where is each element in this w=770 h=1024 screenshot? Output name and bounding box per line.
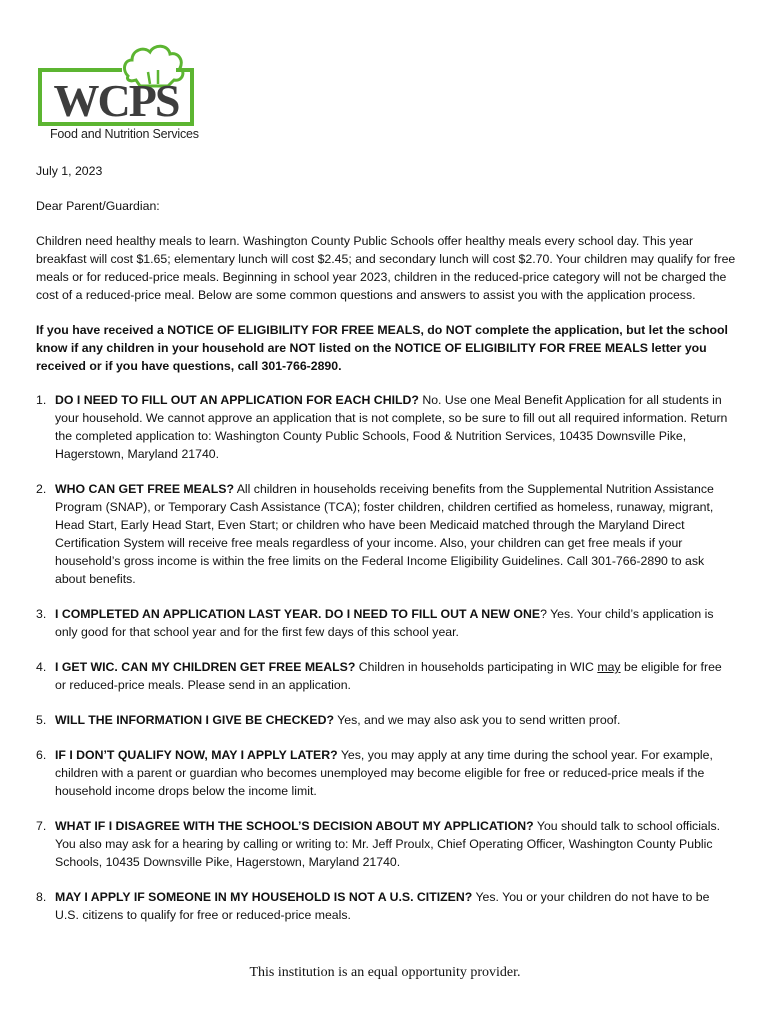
salutation: Dear Parent/Guardian:: [36, 199, 160, 213]
faq-question: IF I DON’T QUALIFY NOW, MAY I APPLY LATER?: [55, 748, 338, 762]
faq-item: [36, 605, 736, 641]
faq-item: [36, 711, 736, 729]
faq-list: [36, 391, 736, 924]
faq-number: 3.: [36, 607, 47, 621]
faq-question: WILL THE INFORMATION I GIVE BE CHECKED?: [55, 713, 334, 727]
faq-number: 4.: [36, 660, 47, 674]
logo-caption: Food and Nutrition Services: [50, 127, 199, 141]
faq-answer: Yes, and we may also ask you to send written proof.: [333, 713, 621, 727]
faq-item: [36, 480, 736, 588]
faq-item: [36, 391, 736, 463]
letter-date: July 1, 2023: [36, 164, 103, 178]
faq-question: WHAT IF I DISAGREE WITH THE SCHOOL’S DECISION ABOUT MY APPLICATION?: [55, 819, 534, 833]
faq-answer-part: Children in households participating in WIC: [355, 660, 598, 674]
faq-question: WHO CAN GET FREE MEALS?: [55, 482, 234, 496]
faq-answer: No. Use one Meal Benefit Application for all students in your household. We cannot approve an application that is not complete, so be sure to fill out all required information. Return the completed application to: Washington County Public Schools, Food & Nutrition Services, 10435 Downsville Pike, Hagerstown, Maryland 21740.: [55, 393, 728, 461]
faq-answer-part: be eligible for free or reduced-price meals. Please send in an application.: [55, 660, 722, 692]
faq-number: 6.: [36, 748, 47, 762]
letter-body: [36, 162, 736, 941]
intro-paragraph: Children need healthy meals to learn. Washington County Public Schools offer healthy meals every school day. This year breakfast will cost $1.65; elementary lunch will cost $2.45; and secondary lunch will cost $2.70. Your children may qualify for free meals or for reduced-price meals. Beginning in school year 2023, children in the reduced-price category will not be charged the cost of a reduced-price meal. Below are some common questions and answers to assist you with the application process.: [36, 234, 736, 302]
faq-question: DO I NEED TO FILL OUT AN APPLICATION FOR EACH CHILD?: [55, 393, 419, 407]
faq-item: [36, 658, 736, 694]
faq-answer: Yes. You or your children do not have to be U.S. citizens to qualify for free or reduced-price meals.: [55, 890, 710, 922]
faq-number: 5.: [36, 713, 47, 727]
faq-item: [36, 746, 736, 800]
faq-answer-emphasis: may: [597, 660, 621, 674]
logo-text: WCPS: [53, 75, 179, 126]
faq-number: 2.: [36, 482, 47, 496]
faq-answer: Yes, you may apply at any time during the school year. For example, children with a parent or guardian who becomes unemployed may become eligible for free or reduced-price meals if the household income drops below the income limit.: [55, 748, 713, 798]
faq-answer: All children in households receiving benefits from the Supplemental Nutrition Assistance Program (SNAP), or Temporary Cash Assistance (TCA); foster children, children certified as homeless, runaway, migrant, Head Start, Early Head Start, Even Start; or children who have been Medicaid matched through the Maryland Direct Certification System will receive free meals regardless of your income. Also, your children can get free meals if your household’s gross income is within the free limits on the Federal Income Eligibility Guidelines. Call 301-766-2890 to ask about benefits.: [55, 482, 714, 586]
faq-number: 1.: [36, 393, 47, 407]
faq-number: 8.: [36, 890, 47, 904]
faq-item: [36, 817, 736, 871]
equal-opportunity-footer: This institution is an equal opportunity provider.: [249, 965, 521, 980]
eligibility-notice: If you have received a NOTICE OF ELIGIBILITY FOR FREE MEALS, do NOT complete the application, but let the school know if any children in your household are NOT listed on the NOTICE OF ELIGIBILITY FOR FREE MEALS letter you received or if you have questions, call 301-766-2890.: [36, 323, 728, 373]
faq-answer: You should talk to school officials. You also may ask for a hearing by calling or writing to: Mr. Jeff Proulx, Chief Operating Officer, Washington County Public Schools, 10435 Downsville Pike, Hagerstown, Maryland 21740.: [55, 819, 721, 869]
faq-question: I GET WIC. CAN MY CHILDREN GET FREE MEALS?: [55, 660, 356, 674]
faq-question: I COMPLETED AN APPLICATION LAST YEAR. DO I NEED TO FILL OUT A NEW ONE: [55, 607, 541, 621]
faq-answer: ? Yes. Your child’s application is only good for that school year and for the first few days of this school year.: [55, 607, 714, 639]
faq-item: [36, 888, 736, 924]
faq-number: 7.: [36, 819, 47, 833]
faq-question: MAY I APPLY IF SOMEONE IN MY HOUSEHOLD IS NOT A U.S. CITIZEN?: [55, 890, 473, 904]
